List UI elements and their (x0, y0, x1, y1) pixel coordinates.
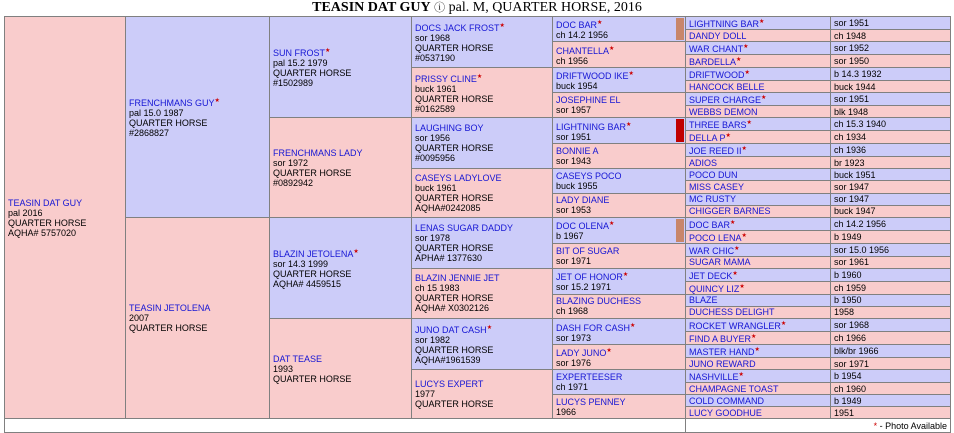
horse-name-link[interactable]: DUCHESS DELIGHT (689, 307, 775, 318)
photo-legend (686, 419, 951, 433)
horse-name-link[interactable]: CHANTELLA (556, 45, 610, 56)
horse-name-link[interactable]: CASEYS LADYLOVE (415, 173, 502, 184)
horse-name-link[interactable]: DOC BAR (689, 219, 731, 230)
horse-detail: sor 1953 (556, 205, 592, 216)
horse-detail: sor 1982 (415, 335, 451, 346)
horse-name-link[interactable]: ADIOS (689, 157, 718, 168)
horse-detail: 1966 (556, 406, 577, 417)
photo-available-icon: ★ (761, 95, 767, 102)
pedigree-cell-gen5 (553, 17, 686, 42)
horse-name-link[interactable]: LUCYS PENNEY (556, 396, 626, 407)
pedigree-cell-gen3 (270, 319, 412, 419)
horse-detail: QUARTER HORSE (415, 345, 494, 356)
title-details: pal. M, QUARTER HORSE, 2016 (445, 0, 642, 15)
pedigree-cell-gen4 (412, 217, 553, 268)
pedigree-cell-gen6 (686, 319, 831, 332)
pedigree-cell-gen6 (686, 205, 831, 217)
horse-name-link[interactable]: DELLA P (689, 133, 726, 144)
horse-detail-cell: b 1960 (831, 268, 951, 281)
color-swatch (676, 219, 684, 242)
horse-detail-cell: ch 1960 (831, 383, 951, 395)
horse-detail: ch 15 1983 (415, 283, 460, 294)
horse-name-link[interactable]: POCO DUN (689, 169, 738, 180)
photo-available-icon: ★ (626, 121, 632, 128)
pedigree-cell-gen5 (553, 193, 686, 217)
pedigree-cell-gen6 (686, 370, 831, 383)
pedigree-cell-gen5 (553, 68, 686, 93)
pedigree-cell-gen5 (553, 294, 686, 318)
pedigree-cell-gen6 (686, 243, 831, 256)
horse-name-link[interactable]: DRIFTWOOD (689, 70, 745, 81)
pedigree-cell-gen4 (412, 118, 553, 169)
horse-detail: #0537190 (415, 53, 456, 64)
pedigree-cell-gen5 (553, 370, 686, 395)
horse-name-link[interactable]: DOCS JACK FROST (415, 23, 500, 34)
horse-detail-cell: blk/br 1966 (831, 345, 951, 358)
pedigree-cell-gen6 (686, 81, 831, 93)
horse-name-link[interactable]: MC RUSTY (689, 194, 736, 205)
horse-detail-cell: ch 1936 (831, 144, 951, 157)
horse-name-link[interactable]: JET DECK (689, 270, 733, 281)
horse-name-link[interactable]: LENAS SUGAR DADDY (415, 222, 514, 233)
pedigree-cell-gen4 (412, 169, 553, 217)
horse-detail: sor 14.3 1999 (273, 258, 329, 269)
horse-detail: sor 1973 (556, 332, 592, 343)
pedigree-cell-gen1 (5, 17, 126, 419)
photo-available-icon: ★ (744, 70, 750, 77)
photo-available-icon: ★ (606, 348, 612, 355)
photo-available-icon: ★ (751, 334, 757, 341)
photo-available-icon: ★ (609, 221, 615, 228)
horse-detail: b 1967 (556, 231, 584, 242)
photo-available-icon: ★ (597, 20, 603, 27)
pedigree-cell-gen5 (553, 268, 686, 294)
pedigree-cell-gen5 (553, 243, 686, 268)
horse-detail: QUARTER HORSE (415, 242, 494, 253)
pedigree-cell-gen6 (686, 294, 831, 306)
horse-detail: pal 15.0 1987 (129, 107, 184, 118)
photo-available-icon: ★ (734, 245, 740, 252)
horse-detail: QUARTER HORSE (273, 268, 352, 279)
pedigree-cell-gen6 (686, 230, 831, 243)
horse-name-link[interactable]: ROCKET WRANGLER (689, 321, 781, 332)
horse-detail: AQHA# 4459515 (273, 278, 342, 289)
color-swatch (676, 119, 684, 142)
horse-detail: AQHA# 5757020 (8, 227, 77, 238)
horse-detail-cell: buck 1944 (831, 81, 951, 93)
pedigree-cell-gen6 (686, 281, 831, 294)
horse-detail: sor 1976 (556, 358, 592, 369)
page-title (0, 0, 954, 16)
photo-available-icon: ★ (780, 321, 787, 328)
horse-detail-cell: b 1949 (831, 395, 951, 407)
horse-detail: 1993 (273, 363, 294, 374)
pedigree-cell-gen6 (686, 55, 831, 68)
horse-detail: #1502989 (273, 78, 314, 89)
horse-name-link[interactable]: JUNO DAT CASH (415, 325, 487, 336)
photo-available-icon: ★ (622, 272, 629, 279)
horse-name-link[interactable]: QUINCY LIZ (689, 283, 740, 294)
horse-name-link[interactable]: CHIGGER BARNES (689, 206, 771, 217)
horse-detail-cell: sor 1950 (831, 55, 951, 68)
horse-name-link[interactable]: BARDELLA (689, 57, 737, 68)
pedigree-cell-gen6 (686, 268, 831, 281)
pedigree-cell-gen5 (553, 169, 686, 193)
horse-name-link[interactable]: FRENCHMANS GUY (129, 97, 215, 108)
pedigree-cell-gen5 (553, 144, 686, 169)
horse-detail: pal 15.2 1979 (273, 58, 328, 69)
pedigree-cell-gen6 (686, 193, 831, 205)
horse-detail: sor 1978 (415, 232, 451, 243)
pedigree-cell-gen6 (686, 17, 831, 30)
horse-detail-cell: ch 1959 (831, 281, 951, 294)
pedigree-cell-gen6 (686, 131, 831, 144)
horse-detail: buck 1961 (415, 83, 457, 94)
horse-name-link[interactable]: LUCYS EXPERT (415, 379, 484, 390)
horse-name-link[interactable]: DOC OLENA (556, 221, 610, 232)
pedigree-cell-gen6 (686, 144, 831, 157)
horse-detail-cell: buck 1951 (831, 169, 951, 181)
horse-detail: sor 1956 (415, 133, 451, 144)
horse-detail: sor 1968 (415, 33, 451, 44)
pedigree-cell-gen6 (686, 106, 831, 118)
horse-detail-cell: 1958 (831, 306, 951, 318)
pedigree-cell-gen5 (553, 395, 686, 419)
pedigree-cell-gen6 (686, 68, 831, 81)
horse-name-link[interactable]: LIGHTNING BAR (689, 19, 760, 29)
horse-name-link[interactable]: COLD COMMAND (689, 395, 765, 406)
pedigree-cell-gen3 (270, 118, 412, 217)
info-icon[interactable]: ⓘ (434, 2, 446, 14)
horse-detail: #0162589 (415, 103, 456, 114)
horse-detail: 1977 (415, 389, 436, 400)
photo-available-icon: ★ (736, 57, 742, 64)
footer-spacer (5, 419, 686, 433)
horse-name-link[interactable]: DRIFTWOOD IKE (556, 71, 629, 82)
horse-name-link[interactable]: WEBBS DEMON (689, 106, 758, 117)
horse-detail: QUARTER HORSE (129, 323, 208, 334)
pedigree-cell-gen6 (686, 217, 831, 230)
pedigree-cell-gen6 (686, 118, 831, 131)
horse-detail: sor 1957 (556, 105, 592, 116)
horse-name-link[interactable]: LUCY GOODHUE (689, 407, 762, 418)
photo-available-icon: ★ (741, 146, 747, 153)
horse-name-link[interactable]: LIGHTNING BAR (556, 121, 627, 132)
horse-name-link[interactable]: DAT TEASE (273, 353, 323, 364)
photo-legend-text: - Photo Available (877, 420, 947, 431)
pedigree-cell-gen4 (412, 268, 553, 318)
photo-available-icon: ★ (754, 347, 760, 354)
horse-name-link[interactable]: JET OF HONOR (556, 272, 623, 283)
pedigree-cell-gen6 (686, 395, 831, 407)
horse-name-link[interactable]: DANDY DOLL (689, 30, 747, 41)
photo-available-icon: ★ (730, 219, 736, 226)
pedigree-cell-gen5 (553, 42, 686, 68)
horse-detail: ch 1968 (556, 306, 589, 317)
horse-detail-cell: b 1950 (831, 294, 951, 306)
pedigree-cell-gen6 (686, 30, 831, 42)
pedigree-cell-gen3 (270, 17, 412, 118)
horse-name-link[interactable]: BLAZIN JENNIE JET (415, 273, 500, 284)
horse-detail: #0095956 (415, 153, 456, 164)
horse-name-link[interactable]: BONNIE A (556, 146, 599, 157)
horse-detail: QUARTER HORSE (8, 217, 87, 228)
horse-detail-cell: sor 1947 (831, 193, 951, 205)
horse-name-link[interactable]: BLAZE (689, 295, 718, 306)
horse-name-link[interactable]: DASH FOR CASH (556, 322, 631, 333)
photo-available-icon: ★ (476, 73, 483, 80)
horse-detail-cell: ch 14.2 1956 (831, 217, 951, 230)
photo-available-icon: ★ (486, 325, 493, 332)
pedigree-cell-gen6 (686, 306, 831, 318)
horse-detail: buck 1955 (556, 180, 598, 191)
color-swatch (676, 18, 684, 40)
pedigree-cell-gen6 (686, 93, 831, 106)
pedigree-table (4, 16, 951, 433)
photo-available-icon: ★ (746, 120, 752, 127)
horse-detail-cell: sor 1947 (831, 181, 951, 193)
pedigree-cell-gen3 (270, 217, 412, 318)
horse-name-link[interactable]: JUNO REWARD (689, 358, 756, 369)
horse-name-link[interactable]: FIND A BUYER (689, 334, 752, 345)
photo-available-icon: ★ (353, 248, 359, 255)
photo-available-icon: ★ (759, 19, 765, 25)
horse-detail: QUARTER HORSE (415, 43, 494, 54)
horse-name-link[interactable]: BLAZING DUCHESS (556, 296, 642, 307)
horse-detail-cell: b 1949 (831, 230, 951, 243)
horse-detail: AQHA#0242085 (415, 203, 481, 214)
horse-detail-cell: ch 15.3 1940 (831, 118, 951, 131)
horse-detail: QUARTER HORSE (415, 93, 494, 104)
horse-detail-cell: sor 1961 (831, 256, 951, 268)
horse-name-link[interactable]: MASTER HAND (689, 347, 755, 358)
horse-name-link[interactable]: CHAMPAGNE TOAST (689, 383, 779, 394)
horse-detail: AQHA# X0302126 (415, 303, 490, 314)
horse-detail-cell: sor 1971 (831, 358, 951, 370)
horse-name-link[interactable]: PRISSY CLINE (415, 73, 477, 84)
horse-detail-cell: sor 1951 (831, 17, 951, 30)
pedigree-cell-gen6 (686, 407, 831, 419)
horse-name-link[interactable]: NASHVILLE (689, 372, 739, 383)
pedigree-cell-gen5 (553, 319, 686, 345)
horse-name-link[interactable]: JOE REED II (689, 146, 742, 157)
photo-available-icon: ★ (609, 45, 615, 52)
pedigree-cell-gen6 (686, 358, 831, 370)
pedigree-cell-gen6 (686, 383, 831, 395)
horse-detail-cell: sor 15.0 1956 (831, 243, 951, 256)
horse-detail-cell: b 1954 (831, 370, 951, 383)
horse-name-link[interactable]: FRENCHMANS LADY (273, 147, 363, 158)
horse-detail-cell: ch 1948 (831, 30, 951, 42)
photo-available-icon: ★ (739, 283, 745, 290)
horse-name-link[interactable]: THREE BARS (689, 120, 747, 131)
horse-name-link[interactable]: POCO LENA (689, 232, 742, 243)
horse-name-link[interactable]: TEASIN DAT GUY (8, 197, 83, 208)
horse-detail: QUARTER HORSE (415, 293, 494, 304)
horse-detail: pal 2016 (8, 207, 43, 218)
horse-detail-cell: buck 1947 (831, 205, 951, 217)
horse-detail: QUARTER HORSE (273, 167, 352, 178)
photo-available-icon: ★ (325, 48, 331, 55)
horse-detail: buck 1954 (556, 81, 598, 92)
horse-detail: QUARTER HORSE (415, 193, 494, 204)
photo-available-icon: ★ (630, 322, 636, 329)
horse-detail: sor 1943 (556, 156, 592, 167)
pedigree-cell-gen4 (412, 370, 553, 419)
horse-detail: #2868827 (129, 127, 170, 138)
pedigree-cell-gen6 (686, 157, 831, 169)
horse-detail: QUARTER HORSE (129, 117, 208, 128)
horse-detail: QUARTER HORSE (415, 399, 494, 410)
horse-detail: sor 1951 (556, 131, 592, 142)
horse-name-link[interactable]: EXPERTEESER (556, 372, 623, 383)
photo-available-icon: ★ (743, 44, 749, 51)
photo-legend-star: * (873, 420, 878, 431)
horse-detail-cell: sor 1968 (831, 319, 951, 332)
horse-name-link[interactable]: LADY DIANE (556, 195, 610, 206)
pedigree-cell-gen2 (126, 17, 270, 218)
horse-detail-cell: sor 1951 (831, 93, 951, 106)
horse-detail: ch 1956 (556, 55, 589, 66)
horse-name-link[interactable]: HANCOCK BELLE (689, 81, 765, 92)
horse-detail: sor 15.2 1971 (556, 282, 612, 293)
photo-available-icon: ★ (738, 372, 744, 379)
horse-detail: sor 1971 (556, 255, 592, 266)
horse-detail-cell: ch 1966 (831, 332, 951, 345)
horse-name-link[interactable]: CASEYS POCO (556, 170, 622, 181)
horse-detail-cell: blk 1948 (831, 106, 951, 118)
horse-name-link[interactable]: TEASIN JETOLENA (129, 303, 211, 314)
horse-detail: sor 1972 (273, 157, 309, 168)
horse-detail-cell: 1951 (831, 407, 951, 419)
horse-name-link[interactable]: WAR CHANT (689, 44, 744, 55)
pedigree-cell-gen6 (686, 42, 831, 55)
horse-name-title: TEASIN DAT GUY (312, 0, 431, 15)
pedigree-cell-gen6 (686, 256, 831, 268)
horse-detail: ch 1971 (556, 382, 589, 393)
horse-detail-cell: ch 1934 (831, 131, 951, 144)
horse-name-link[interactable]: SUPER CHARGE (689, 95, 762, 106)
horse-detail-cell: br 1923 (831, 157, 951, 169)
pedigree-cell-gen4 (412, 319, 553, 370)
horse-name-link[interactable]: BIT OF SUGAR (556, 245, 620, 256)
horse-detail: ch 14.2 1956 (556, 30, 609, 41)
pedigree-cell-gen6 (686, 181, 831, 193)
horse-detail: QUARTER HORSE (415, 143, 494, 154)
pedigree-cell-gen4 (412, 17, 553, 68)
photo-available-icon: ★ (214, 97, 220, 104)
pedigree-cell-gen5 (553, 93, 686, 118)
pedigree-cell-gen6 (686, 332, 831, 345)
horse-detail: #0892942 (273, 177, 314, 188)
pedigree-cell-gen5 (553, 345, 686, 370)
horse-detail: QUARTER HORSE (273, 373, 352, 384)
pedigree-cell-gen2 (126, 217, 270, 419)
horse-detail: buck 1961 (415, 183, 457, 194)
horse-name-link[interactable]: LAUGHING BOY (415, 123, 484, 134)
pedigree-cell-gen6 (686, 169, 831, 181)
pedigree-cell-gen6 (686, 345, 831, 358)
photo-available-icon: ★ (732, 270, 738, 277)
horse-name-link[interactable]: SUGAR MAMA (689, 257, 751, 268)
photo-available-icon: ★ (741, 232, 747, 239)
horse-name-link[interactable]: LADY JUNO (556, 348, 607, 359)
horse-name-link[interactable]: JOSEPHINE EL (556, 95, 621, 106)
horse-detail-cell: b 14.3 1932 (831, 68, 951, 81)
horse-detail: QUARTER HORSE (273, 68, 352, 79)
pedigree-cell-gen5 (553, 217, 686, 243)
photo-available-icon: ★ (499, 23, 505, 30)
pedigree-cell-gen5 (553, 118, 686, 144)
horse-name-link[interactable]: SUN FROST (273, 48, 326, 59)
horse-name-link[interactable]: MISS CASEY (689, 182, 745, 193)
horse-detail-cell: sor 1952 (831, 42, 951, 55)
pedigree-cell-gen4 (412, 68, 553, 118)
horse-detail: APHA# 1377630 (415, 252, 483, 263)
photo-available-icon: ★ (725, 133, 731, 140)
photo-available-icon: ★ (628, 71, 634, 78)
horse-detail: 2007 (129, 313, 150, 324)
horse-name-link[interactable]: BLAZIN JETOLENA (273, 248, 354, 259)
horse-name-link[interactable]: WAR CHIC (689, 245, 735, 256)
horse-detail: AQHA#1961539 (415, 355, 481, 366)
horse-name-link[interactable]: DOC BAR (556, 20, 598, 31)
